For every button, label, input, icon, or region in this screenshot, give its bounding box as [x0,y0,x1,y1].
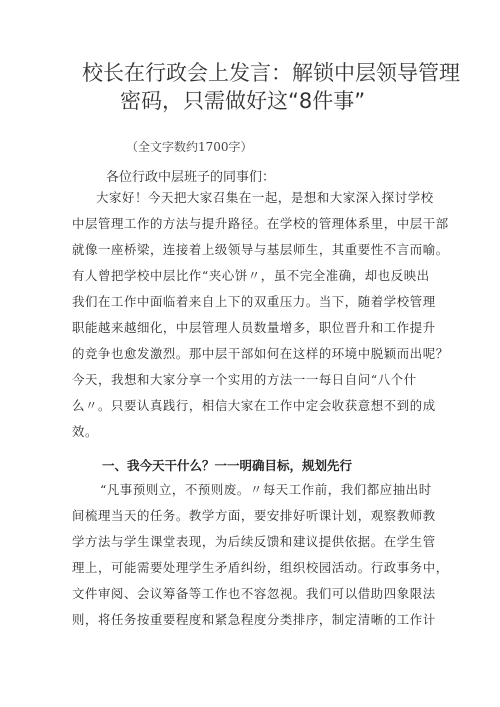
intro-paragraph-line: 的竞争也愈发激烈。那中层干部如何在这样的环境中脱颖而出呢？ [72,346,449,361]
document-title-line-2: 密码，只需做好这“8件事” [120,89,366,113]
section-paragraph-line: 文件审阅、会议筹备等工作也不容忽视。我们可以借助四象限法 [72,586,436,601]
section-paragraph-line: 间梳理当天的任务。教学方面，要安排好听课计划，观察教师教 [72,508,436,523]
section-paragraph-line: 理上，可能需要处理学生矛盾纠纷，组织校园活动。行政事务中， [72,560,449,575]
intro-paragraph-line: 今天，我想和大家分享一个实用的方法一一每日自问“八个什 [72,372,417,387]
intro-paragraph-line: 中层管理工作的方法与提升路径。在学校的管理体系里，中层干部 [72,216,449,231]
document-title-line-1: 校长在行政会上发言：解锁中层领导管理 [82,61,460,85]
salutation: 各位行政中层班子的同事们： [106,170,276,185]
intro-paragraph-line: 我们在工作中面临着来自上下的双重压力。当下，随着学校管理 [72,294,436,309]
intro-paragraph-line: 么〃。只要认真践行，相信大家在工作中定会收获意想不到的成 [72,398,436,413]
intro-paragraph-line: 大家好！今天把大家召集在一起，是想和大家深入探讨学校 [96,190,434,205]
intro-paragraph-line: 有人曾把学校中层比作“夹心饼〃，虽不完全准确，却也反映出 [72,268,430,283]
intro-paragraph-line: 就像一座桥梁，连接着上级领导与基层师生，其重要性不言而喻。 [72,242,449,257]
section-paragraph-line: 学方法与学生课堂表现，为后续反馈和建议提供依据。在学生管 [72,534,436,549]
intro-paragraph-line: 职能越来越细化，中层管理人员数量增多，职位晋升和工作提升 [72,320,436,335]
intro-paragraph-line: 效。 [72,424,98,439]
section-heading: 一、我今天干什么？一一明确目标，规划先行 [102,458,353,473]
word-count-note: （全文字数约1700字） [126,140,253,154]
section-paragraph-line: “凡事预则立，不预则废。〃每天工作前，我们都应抽出时 [100,482,432,497]
section-paragraph-line: 则，将任务按重要程度和紧急程度分类排序，制定清晰的工作计 [72,612,436,627]
